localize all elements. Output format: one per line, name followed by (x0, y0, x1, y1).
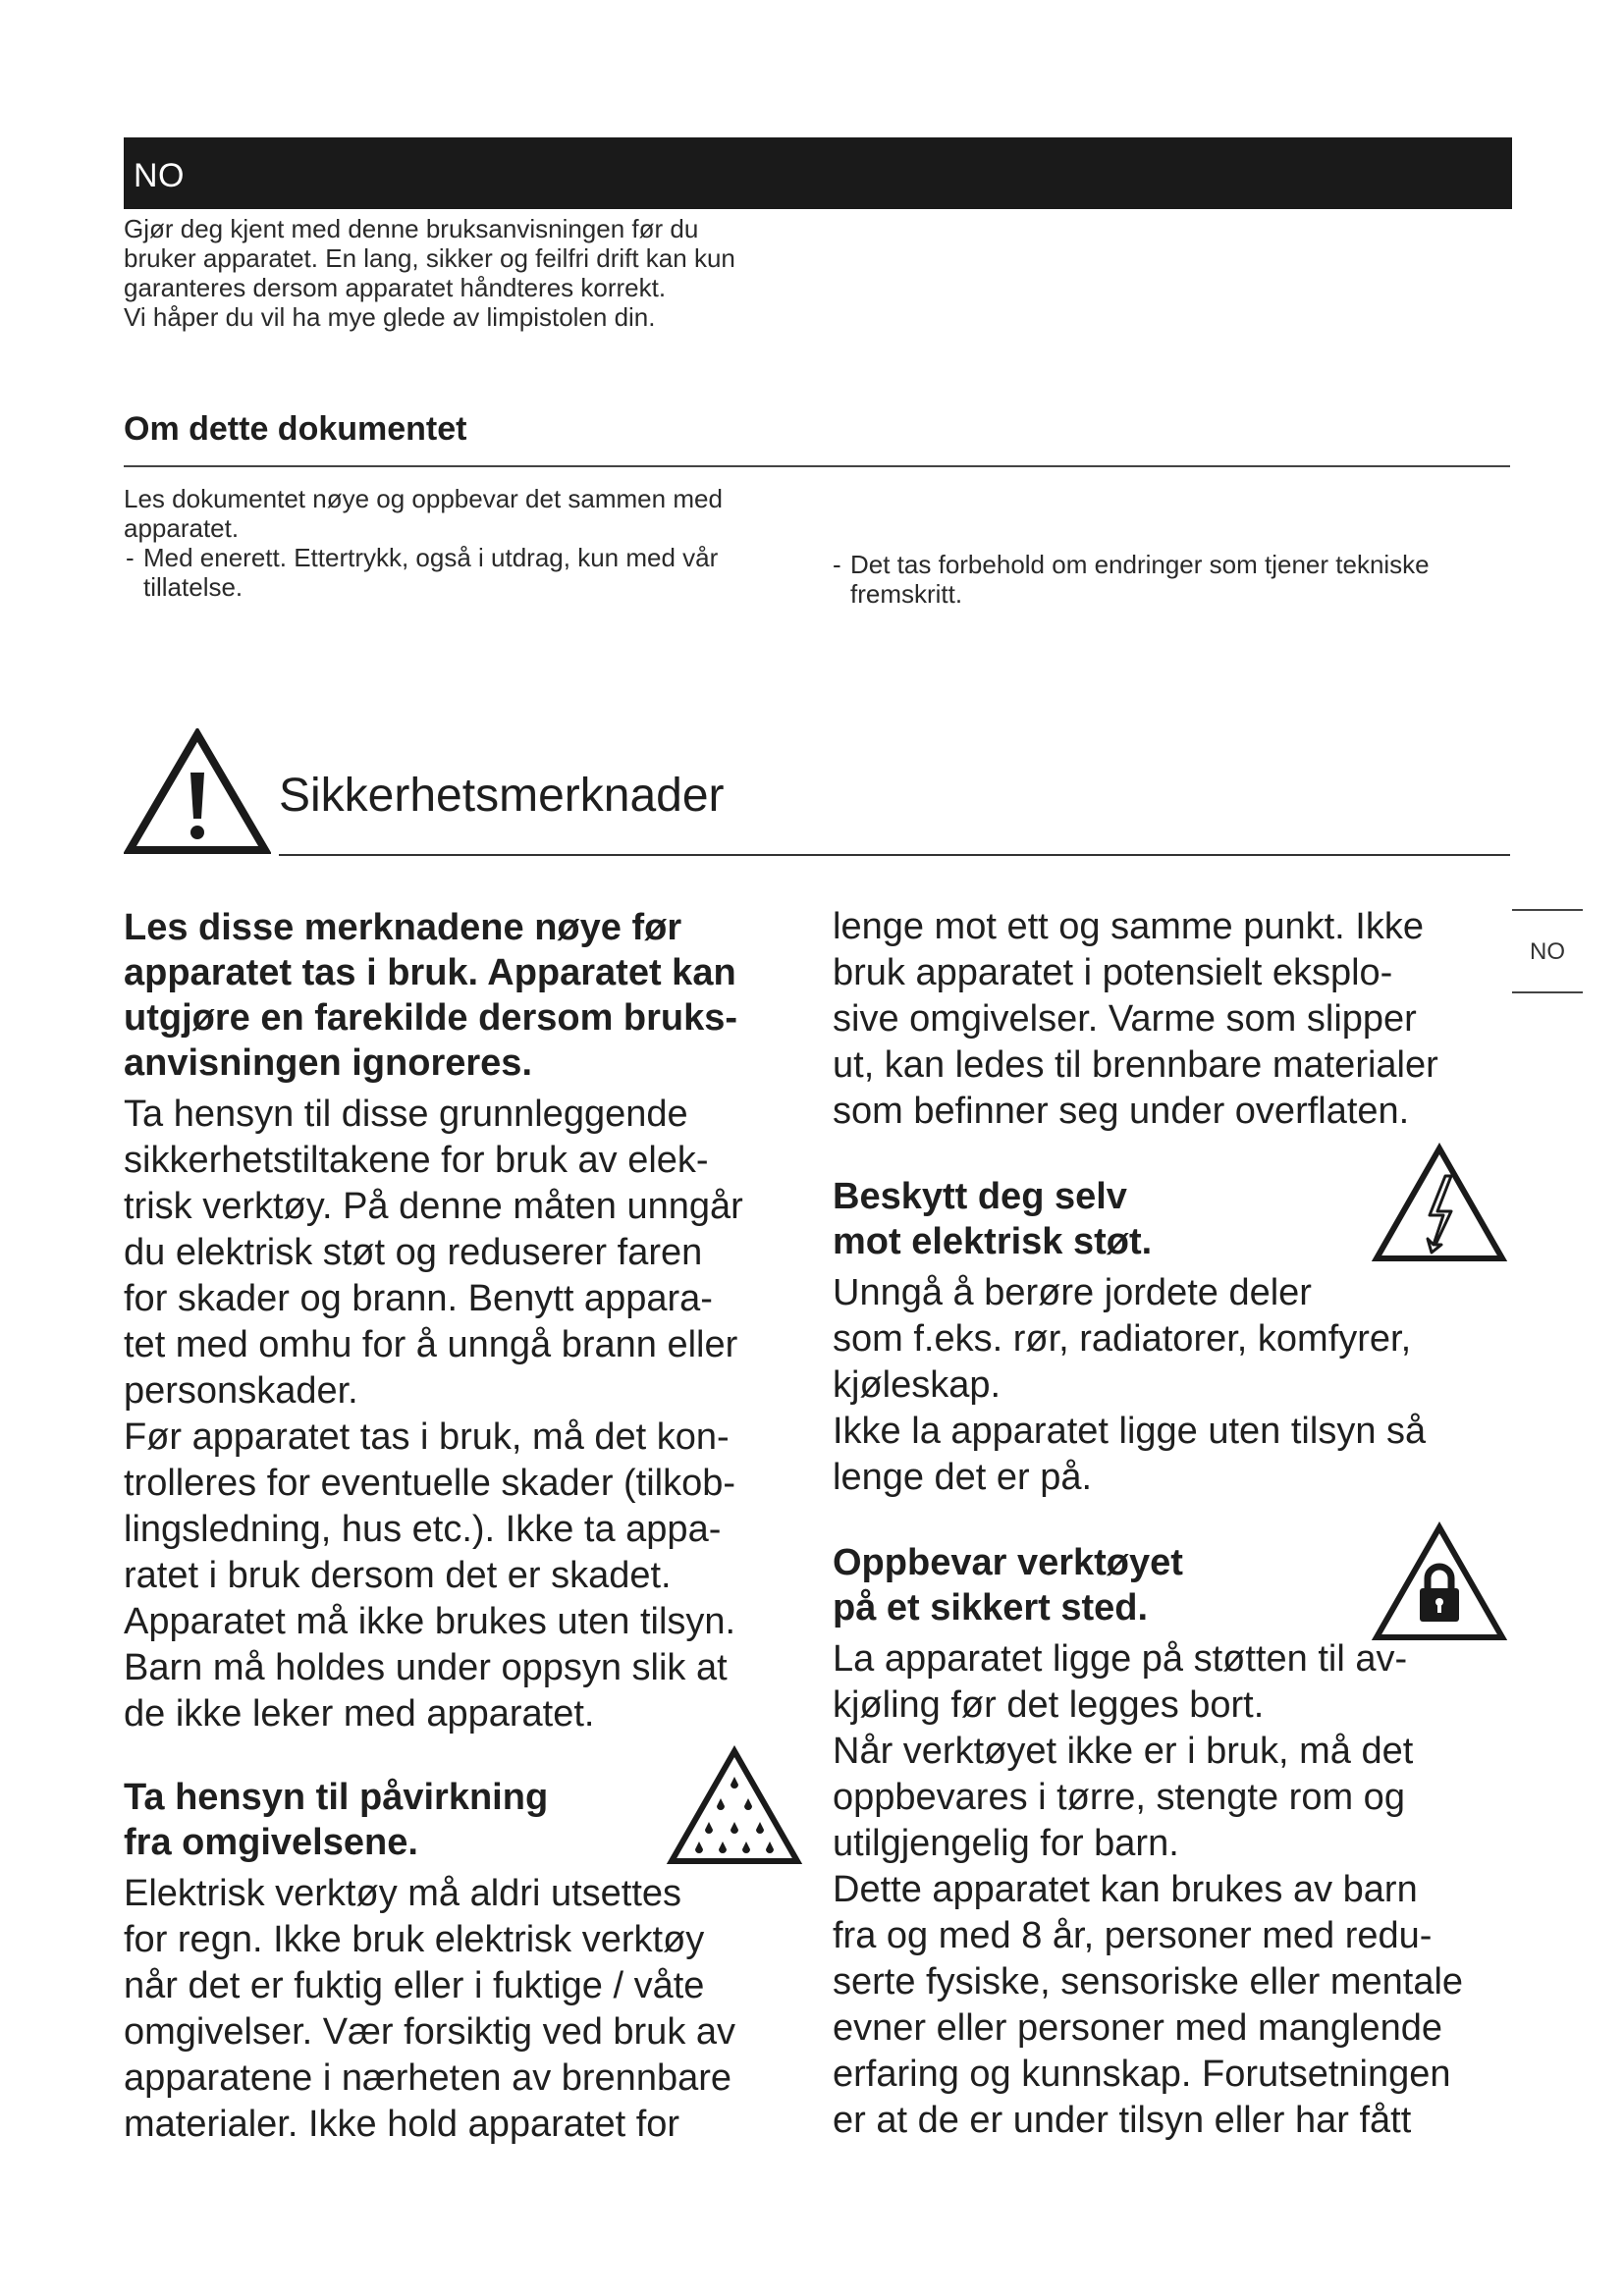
body-line: bruk apparatet i potensielt eksplo- (833, 952, 1393, 993)
body-line: trolleres for eventuelle skader (tilkob- (124, 1463, 736, 1504)
body-line: ut, kan ledes til brennbare materialer (833, 1044, 1438, 1086)
list-item-line: Det tas forbehold om endringer som tjener tekniske (850, 550, 1430, 579)
electric-shock-icon (1371, 1143, 1508, 1264)
intro-line: Vi håper du vil ha mye glede av limpistolen din. (124, 302, 656, 332)
lock-icon (1371, 1522, 1508, 1643)
subheading-line: på et sikkert sted. (833, 1587, 1149, 1629)
body-line: Før apparatet tas i bruk, må det kon- (124, 1416, 730, 1458)
subheading-line: mot elektrisk støt. (833, 1221, 1153, 1262)
body-paragraph (124, 1871, 811, 2148)
body-line: Ikke la apparatet ligge uten tilsyn så (833, 1411, 1427, 1452)
body-line: personskader. (124, 1370, 358, 1412)
about-heading: Om dette dokumentet (124, 410, 467, 448)
body-line: lingsledning, hus etc.). Ikke ta appa- (124, 1509, 722, 1550)
list-item-line: Med enerett. Ettertrykk, også i utdrag, kun med vår (143, 543, 719, 572)
body-line: er at de er under tilsyn eller har fått (833, 2100, 1412, 2141)
list-item (831, 550, 1518, 609)
body-line: serte fysiske, sensoriske eller mentale (833, 1961, 1464, 2002)
body-line: omgivelser. Vær forsiktig ved bruk av (124, 2011, 736, 2053)
body-line: de ikke leker med apparatet. (124, 1693, 595, 1735)
intro-line: bruker apparatet. En lang, sikker og feilfri drift kan kun (124, 243, 735, 273)
lead-line: Les disse merknadene nøye før (124, 907, 682, 948)
body-line: Unngå å berøre jordete deler (833, 1272, 1312, 1313)
body-line: ratet i bruk dersom det er skadet. (124, 1555, 672, 1596)
tab-rule (1512, 909, 1583, 911)
list-item (124, 543, 811, 602)
lead-line: anvisningen ignoreres. (124, 1042, 532, 1084)
body-line: kjøling før det legges bort. (833, 1684, 1265, 1726)
body-line: du elektrisk støt og reduserer faren (124, 1232, 703, 1273)
body-line: La apparatet ligge på støtten til av- (833, 1638, 1408, 1680)
body-line: utilgjengelig for barn. (833, 1823, 1179, 1864)
subheading-line: fra omgivelsene. (124, 1822, 418, 1863)
side-tab-label: NO (1530, 938, 1565, 965)
list-item-line: tillatelse. (143, 572, 244, 602)
body-line: oppbevares i tørre, stengte rom og (833, 1777, 1405, 1818)
body-line: som befinner seg under overflaten. (833, 1091, 1410, 1132)
subheading-line: Oppbevar verktøyet (833, 1542, 1183, 1583)
body-line: tet med omhu for å unngå brann eller (124, 1324, 738, 1365)
body-line: når det er fuktig eller i fuktige / våte (124, 1965, 705, 2006)
intro-text (124, 214, 831, 332)
list-dash: - (833, 550, 841, 579)
divider (279, 854, 1510, 856)
list-dash: - (126, 543, 135, 572)
lead-line: utgjøre en farekilde dersom bruks- (124, 997, 738, 1039)
body-paragraph (124, 1092, 811, 1737)
section-title: Sikkerhetsmerknader (279, 770, 725, 822)
language-bar (124, 137, 1512, 209)
body-line: apparatene i nærheten av brennbare (124, 2057, 732, 2099)
intro-line: garanteres dersom apparatet håndteres korrekt. (124, 273, 667, 302)
body-line: sikkerhetstiltakene for bruk av elek- (124, 1140, 709, 1181)
body-line: lenge mot ett og samme punkt. Ikke (833, 906, 1424, 947)
body-line: evner eller personer med manglende (833, 2007, 1443, 2049)
body-line: kjøleskap. (833, 1364, 1001, 1406)
about-right-text (831, 550, 1518, 609)
rain-hazard-icon (666, 1745, 803, 1867)
body-paragraph (833, 1270, 1520, 1501)
body-line: trisk verktøy. På denne måten unngår (124, 1186, 743, 1227)
body-line: Elektrisk verktøy må aldri utsettes (124, 1873, 682, 1914)
lead-paragraph (124, 905, 811, 1086)
subheading-line: Beskytt deg selv (833, 1176, 1127, 1217)
body-paragraph (833, 904, 1520, 1135)
body-line: Dette apparatet kan brukes av barn (833, 1869, 1418, 1910)
body-line: Ta hensyn til disse grunnleggende (124, 1094, 688, 1135)
lead-line: apparatet tas i bruk. Apparatet kan (124, 952, 736, 993)
divider (124, 465, 1510, 467)
body-paragraph (833, 1636, 1520, 2144)
body-line: som f.eks. rør, radiatorer, komfyrer, (833, 1318, 1412, 1360)
tab-rule (1512, 991, 1583, 993)
language-code: NO (134, 157, 185, 194)
body-line: sive omgivelser. Varme som slipper (833, 998, 1417, 1040)
body-line: Barn må holdes under oppsyn slik at (124, 1647, 728, 1688)
about-line: Les dokumentet nøye og oppbevar det sammen med (124, 484, 723, 513)
body-line: lenge det er på. (833, 1457, 1093, 1498)
about-left-text (124, 484, 811, 602)
subheading-line: Ta hensyn til påvirkning (124, 1777, 549, 1818)
intro-line: Gjør deg kjent med denne bruksanvisningen før du (124, 214, 699, 243)
left-column (124, 905, 811, 2148)
body-line: erfaring og kunnskap. Forutsetningen (833, 2054, 1451, 2095)
about-line: apparatet. (124, 513, 240, 543)
warning-triangle-icon (124, 728, 271, 856)
body-line: Når verktøyet ikke er i bruk, må det (833, 1731, 1414, 1772)
body-line: materialer. Ikke hold apparatet for (124, 2104, 680, 2145)
list-item-line: fremskritt. (850, 579, 963, 609)
side-language-tab (1512, 909, 1583, 993)
body-line: for skader og brann. Benytt appara- (124, 1278, 713, 1319)
body-line: fra og med 8 år, personer med redu- (833, 1915, 1433, 1956)
body-line: Apparatet må ikke brukes uten tilsyn. (124, 1601, 736, 1642)
body-line: for regn. Ikke bruk elektrisk verktøy (124, 1919, 705, 1960)
